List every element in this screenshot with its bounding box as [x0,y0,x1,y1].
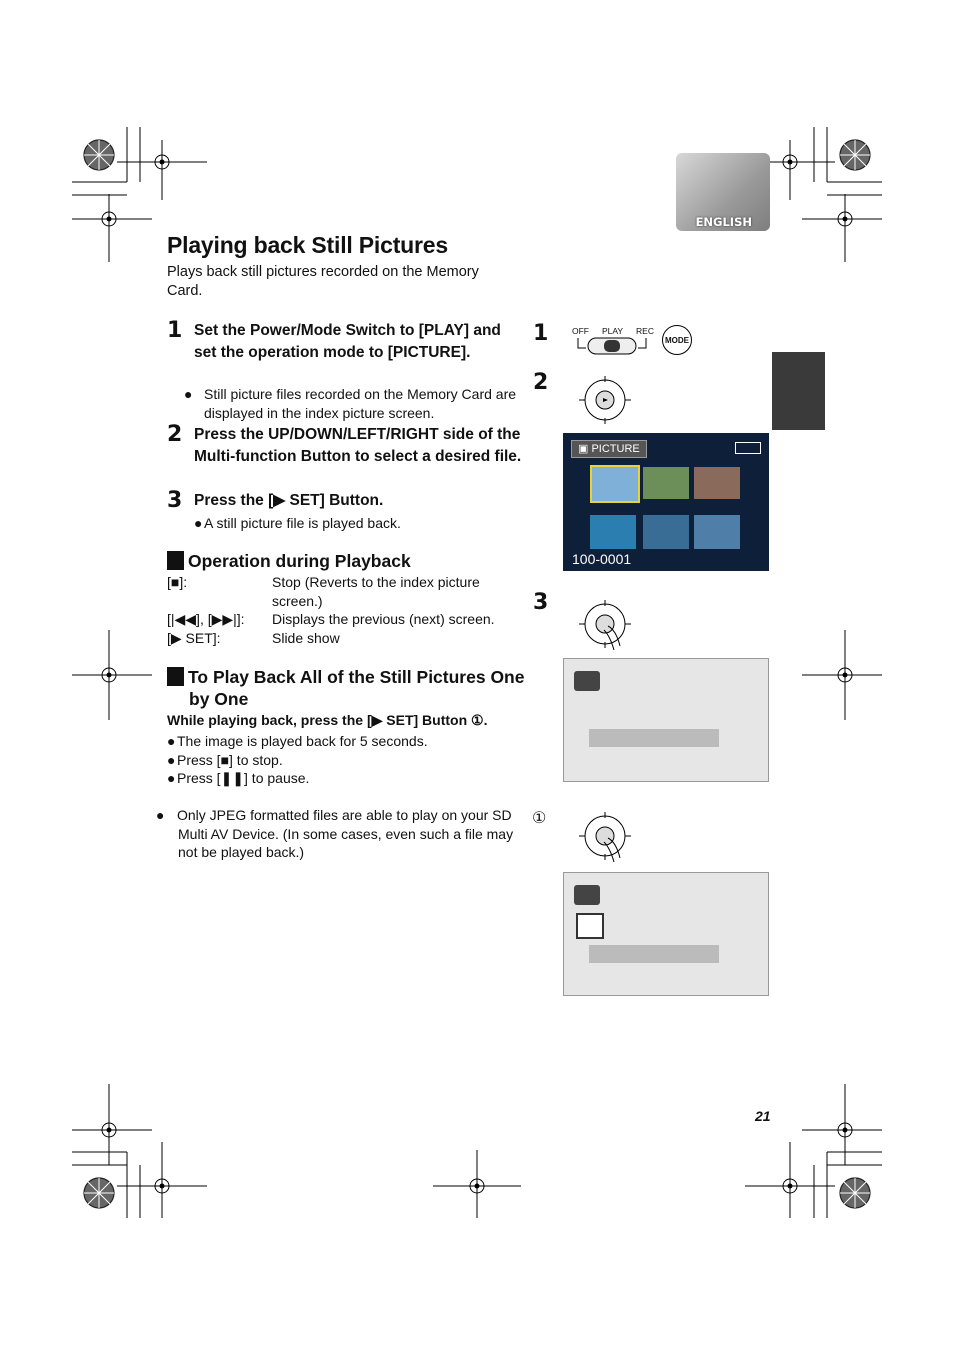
index-screen [563,433,769,571]
thumbnail-selected [590,465,640,503]
operation-desc: Displays the previous (next) screen. [272,611,495,627]
step-3-bullet: ● A still picture file is played back. [194,515,401,531]
step-2-number: 2 [167,422,183,447]
jpeg-note: ● Only JPEG formatted files are able to play on your SD Multi AV Device. (In some cases, even such a file may not be played back.) [156,807,514,860]
playall-heading-text: To Play Back All of the Still Pictures One by One [188,667,525,709]
page-title: Playing back Still Pictures [167,232,448,258]
boat-shape [589,945,719,963]
power-switch-icon [576,334,656,358]
page-number: 21 [755,1108,771,1124]
camera-icon [574,885,600,905]
mode-button-icon: MODE [662,325,692,355]
figure-step-2-number: 2 [533,370,549,395]
operation-row [167,610,517,629]
language-tab [676,153,770,231]
step-3-bullet-text: A still picture file is played back. [204,515,401,531]
operation-heading [167,551,411,572]
section-side-tab [772,352,825,430]
jpeg-note-text: Only JPEG formatted files are able to play on your SD Multi AV Device. (In some cases, even such a file may not be played back.) [177,807,514,860]
multifunction-button-icon [576,372,634,428]
figure-step-3-number: 3 [533,590,549,615]
playall-instruction: While playing back, press the [▶ SET] Button ①. [167,712,488,728]
thumbnail [643,515,689,549]
boat-shape [589,729,719,747]
step-1-number: 1 [167,318,183,343]
picture-mode-label: ▣ PICTURE [571,440,647,458]
thumbnail [643,467,689,499]
operation-table [167,573,517,647]
camera-icon [574,671,600,691]
playall-bullets [167,732,517,788]
playback-photo-2 [563,872,769,996]
thumbnail [590,515,636,549]
step-3-number: 3 [167,488,183,513]
figure-step-1-number: 1 [533,321,549,346]
multifunction-button-press-icon [576,808,634,866]
list-item: ● Press [❚❚] to pause. [167,770,310,786]
intro-text: Plays back still pictures recorded on the Memory Card. [167,264,479,299]
operation-desc: Slide show [272,629,340,646]
list-item: ● The image is played back for 5 seconds. [167,733,428,749]
operation-key: [|◀◀], [▶▶|]: [167,611,245,627]
thumbnail [694,515,740,549]
thumbnail [694,467,740,499]
step-3-text: Press the [▶ SET] Button. [194,492,384,509]
operation-key: [■]: [167,574,188,590]
operation-row [167,573,517,610]
operation-desc: Stop (Reverts to the index picture screen.) [272,574,480,609]
circled-one-marker: ① [532,810,547,827]
step-1-text: Set the Power/Mode Switch to [PLAY] and set the operation mode to [PICTURE]. [194,322,501,361]
slideshow-icon [576,913,604,939]
file-number: 100-0001 [572,551,632,567]
playall-heading [167,666,539,710]
battery-icon [735,442,761,454]
operation-heading-text: Operation during Playback [188,551,411,571]
step-1-bullet-text: Still picture files recorded on the Memory Card are displayed in the index picture screen. [204,386,517,421]
step-2-text: Press the UP/DOWN/LEFT/RIGHT side of the Multi-function Button to select a desired file. [194,426,522,465]
operation-row [167,629,517,648]
list-item: ● Press [■] to stop. [167,751,283,768]
step-1-bullet: ● Still picture files recorded on the Memory Card are displayed in the index picture screen. [184,386,517,421]
power-switch-labels: OFF PLAY REC [572,326,654,336]
language-tab-label: ENGLISH [695,215,752,229]
playback-photo-1 [563,658,769,782]
multifunction-button-press-icon [576,596,634,654]
operation-key: [▶ SET]: [167,629,221,646]
